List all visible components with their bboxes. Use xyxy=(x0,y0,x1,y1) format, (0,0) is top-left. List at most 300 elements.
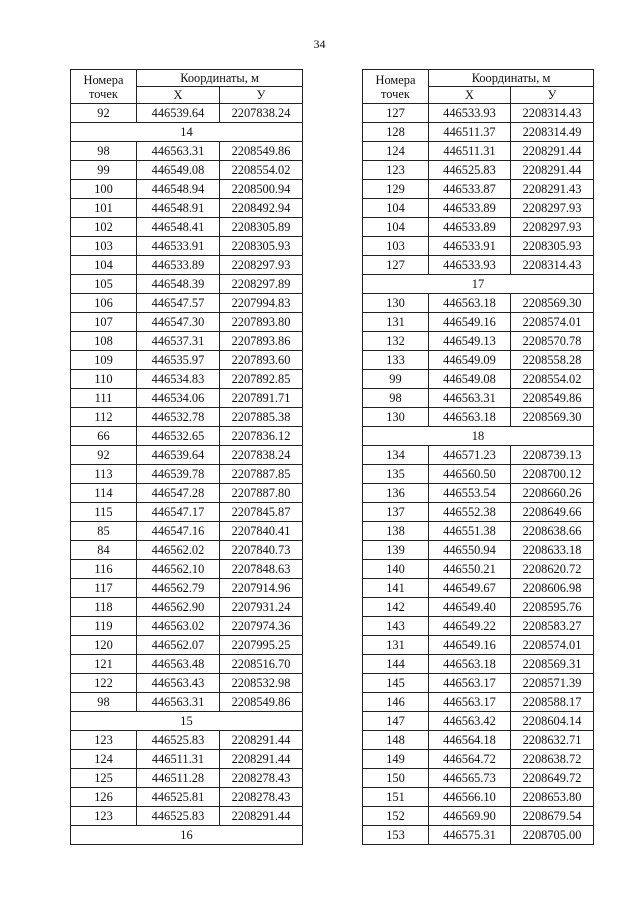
table-row xyxy=(363,256,594,275)
group-number: 16 xyxy=(71,826,303,845)
y-coordinate: 2208297.89 xyxy=(220,275,303,294)
y-coordinate: 2207887.80 xyxy=(220,484,303,503)
point-number: 125 xyxy=(71,769,137,788)
point-number: 106 xyxy=(71,294,137,313)
table-row xyxy=(71,636,303,655)
x-coordinate: 446563.17 xyxy=(429,693,511,712)
y-coordinate: 2208574.01 xyxy=(511,313,594,332)
x-coordinate: 446533.91 xyxy=(429,237,511,256)
point-number: 134 xyxy=(363,446,429,465)
y-coordinate: 2208632.71 xyxy=(511,731,594,750)
point-number: 107 xyxy=(71,313,137,332)
y-coordinate: 2208739.13 xyxy=(511,446,594,465)
y-coordinate: 2207838.24 xyxy=(220,104,303,123)
point-number: 114 xyxy=(71,484,137,503)
y-coordinate: 2208305.93 xyxy=(220,237,303,256)
point-number: 130 xyxy=(363,294,429,313)
y-coordinate: 2208653.80 xyxy=(511,788,594,807)
y-coordinate: 2208604.14 xyxy=(511,712,594,731)
point-number: 137 xyxy=(363,503,429,522)
point-number: 121 xyxy=(71,655,137,674)
point-number: 127 xyxy=(363,256,429,275)
table-row xyxy=(71,142,303,161)
y-coordinate: 2208558.28 xyxy=(511,351,594,370)
table-row xyxy=(71,180,303,199)
x-coordinate: 446533.91 xyxy=(137,237,220,256)
y-coordinate: 2207891.71 xyxy=(220,389,303,408)
table-row xyxy=(71,693,303,712)
table-row xyxy=(71,674,303,693)
x-coordinate: 446562.90 xyxy=(137,598,220,617)
x-coordinate: 446547.30 xyxy=(137,313,220,332)
point-number: 151 xyxy=(363,788,429,807)
y-coordinate: 2208583.27 xyxy=(511,617,594,636)
page-number: 34 xyxy=(313,37,326,51)
y-coordinate: 2207838.24 xyxy=(220,446,303,465)
point-number: 102 xyxy=(71,218,137,237)
y-coordinate: 2208554.02 xyxy=(220,161,303,180)
group-number: 15 xyxy=(71,712,303,731)
point-number: 112 xyxy=(71,408,137,427)
point-number: 152 xyxy=(363,807,429,826)
x-coordinate: 446547.17 xyxy=(137,503,220,522)
y-coordinate: 2207994.83 xyxy=(220,294,303,313)
x-coordinate: 446548.94 xyxy=(137,180,220,199)
point-number: 143 xyxy=(363,617,429,636)
x-coordinate: 446539.64 xyxy=(137,104,220,123)
table-row xyxy=(363,617,594,636)
y-coordinate: 2208297.93 xyxy=(511,218,594,237)
x-coordinate: 446539.78 xyxy=(137,465,220,484)
point-number: 123 xyxy=(363,161,429,180)
group-row xyxy=(363,275,594,294)
x-coordinate: 446532.65 xyxy=(137,427,220,446)
x-coordinate: 446539.64 xyxy=(137,446,220,465)
table-row xyxy=(363,180,594,199)
y-coordinate: 2208633.18 xyxy=(511,541,594,560)
table-row xyxy=(363,237,594,256)
table-row xyxy=(71,598,303,617)
coordinates-table-left xyxy=(70,69,303,845)
x-coordinate: 446525.83 xyxy=(137,731,220,750)
point-number: 92 xyxy=(71,446,137,465)
table-row xyxy=(71,484,303,503)
table-row xyxy=(71,522,303,541)
point-number: 140 xyxy=(363,560,429,579)
y-coordinate: 2208492.94 xyxy=(220,199,303,218)
x-coordinate: 446549.16 xyxy=(429,636,511,655)
x-coordinate: 446549.16 xyxy=(429,313,511,332)
x-coordinate: 446564.18 xyxy=(429,731,511,750)
x-coordinate: 446534.83 xyxy=(137,370,220,389)
point-number: 104 xyxy=(363,218,429,237)
point-number: 133 xyxy=(363,351,429,370)
point-number: 145 xyxy=(363,674,429,693)
table-row xyxy=(71,446,303,465)
x-coordinate: 446571.23 xyxy=(429,446,511,465)
point-number: 103 xyxy=(363,237,429,256)
y-coordinate: 2208554.02 xyxy=(511,370,594,389)
point-number: 103 xyxy=(71,237,137,256)
x-coordinate: 446565.73 xyxy=(429,769,511,788)
point-number: 131 xyxy=(363,313,429,332)
x-coordinate: 446563.18 xyxy=(429,655,511,674)
table-body-right xyxy=(363,104,594,845)
x-coordinate: 446549.08 xyxy=(429,370,511,389)
table-row xyxy=(71,351,303,370)
y-coordinate: 2208569.30 xyxy=(511,294,594,313)
x-coordinate: 446563.42 xyxy=(429,712,511,731)
table-row xyxy=(363,693,594,712)
x-coordinate: 446562.10 xyxy=(137,560,220,579)
y-coordinate: 2208549.86 xyxy=(220,693,303,712)
x-coordinate: 446534.06 xyxy=(137,389,220,408)
point-number: 148 xyxy=(363,731,429,750)
point-number: 138 xyxy=(363,522,429,541)
table-row xyxy=(71,427,303,446)
point-number: 84 xyxy=(71,541,137,560)
y-coordinate: 2208291.44 xyxy=(220,731,303,750)
point-number: 124 xyxy=(71,750,137,769)
y-coordinate: 2208570.78 xyxy=(511,332,594,351)
x-coordinate: 446525.83 xyxy=(429,161,511,180)
point-number: 146 xyxy=(363,693,429,712)
table-row xyxy=(71,104,303,123)
point-number: 104 xyxy=(71,256,137,275)
y-coordinate: 2207974.36 xyxy=(220,617,303,636)
point-number: 115 xyxy=(71,503,137,522)
group-row xyxy=(71,826,303,845)
point-number: 99 xyxy=(71,161,137,180)
table-row xyxy=(363,408,594,427)
y-coordinate: 2207845.87 xyxy=(220,503,303,522)
point-number: 109 xyxy=(71,351,137,370)
x-header: Х xyxy=(137,87,220,104)
group-number: 17 xyxy=(363,275,594,294)
y-coordinate: 2208532.98 xyxy=(220,674,303,693)
point-number: 113 xyxy=(71,465,137,484)
x-coordinate: 446551.38 xyxy=(429,522,511,541)
y-coordinate: 2207887.85 xyxy=(220,465,303,484)
x-coordinate: 446550.21 xyxy=(429,560,511,579)
coords-header: Координаты, м xyxy=(429,70,594,87)
table-row xyxy=(363,541,594,560)
x-coordinate: 446547.57 xyxy=(137,294,220,313)
table-row xyxy=(71,332,303,351)
point-number: 123 xyxy=(71,807,137,826)
y-coordinate: 2208679.54 xyxy=(511,807,594,826)
table-row xyxy=(363,712,594,731)
x-coordinate: 446547.16 xyxy=(137,522,220,541)
group-row xyxy=(71,123,303,142)
point-number: 132 xyxy=(363,332,429,351)
y-coordinate: 2208278.43 xyxy=(220,769,303,788)
point-number: 149 xyxy=(363,750,429,769)
table-row xyxy=(363,199,594,218)
x-coordinate: 446511.31 xyxy=(429,142,511,161)
y-coordinate: 2208291.44 xyxy=(220,750,303,769)
table-row xyxy=(71,408,303,427)
point-number: 127 xyxy=(363,104,429,123)
point-number: 117 xyxy=(71,579,137,598)
y-coordinate: 2208549.86 xyxy=(220,142,303,161)
x-coordinate: 446563.31 xyxy=(137,693,220,712)
x-coordinate: 446562.02 xyxy=(137,541,220,560)
table-row xyxy=(363,161,594,180)
table-row xyxy=(363,123,594,142)
table-row xyxy=(363,313,594,332)
table-row xyxy=(71,560,303,579)
y-coordinate: 2208638.72 xyxy=(511,750,594,769)
x-coordinate: 446535.97 xyxy=(137,351,220,370)
point-number: 120 xyxy=(71,636,137,655)
x-coordinate: 446533.89 xyxy=(429,218,511,237)
y-header: У xyxy=(511,87,594,104)
x-coordinate: 446525.83 xyxy=(137,807,220,826)
x-coordinate: 446525.81 xyxy=(137,788,220,807)
table-row xyxy=(71,731,303,750)
table-row xyxy=(363,446,594,465)
x-coordinate: 446537.31 xyxy=(137,332,220,351)
table-row xyxy=(363,218,594,237)
y-coordinate: 2207840.41 xyxy=(220,522,303,541)
table-row xyxy=(363,370,594,389)
y-coordinate: 2208314.43 xyxy=(511,256,594,275)
y-coordinate: 2208571.39 xyxy=(511,674,594,693)
point-number: 126 xyxy=(71,788,137,807)
table-row xyxy=(363,389,594,408)
y-coordinate: 2207914.96 xyxy=(220,579,303,598)
table-row xyxy=(363,104,594,123)
point-number: 105 xyxy=(71,275,137,294)
y-coordinate: 2208278.43 xyxy=(220,788,303,807)
group-number: 14 xyxy=(71,123,303,142)
x-header: Х xyxy=(429,87,511,104)
x-coordinate: 446549.09 xyxy=(429,351,511,370)
y-coordinate: 2208291.43 xyxy=(511,180,594,199)
x-coordinate: 446549.40 xyxy=(429,598,511,617)
table-row xyxy=(363,484,594,503)
table-row xyxy=(363,598,594,617)
point-number: 98 xyxy=(71,693,137,712)
table-row xyxy=(71,503,303,522)
coordinates-table-right xyxy=(362,69,594,845)
table-row xyxy=(71,750,303,769)
table-row xyxy=(71,313,303,332)
point-number: 119 xyxy=(71,617,137,636)
x-coordinate: 446569.90 xyxy=(429,807,511,826)
point-number: 142 xyxy=(363,598,429,617)
y-header: У xyxy=(220,87,303,104)
y-coordinate: 2207995.25 xyxy=(220,636,303,655)
y-coordinate: 2208291.44 xyxy=(220,807,303,826)
table-row xyxy=(71,199,303,218)
x-coordinate: 446563.02 xyxy=(137,617,220,636)
y-coordinate: 2208595.76 xyxy=(511,598,594,617)
x-coordinate: 446566.10 xyxy=(429,788,511,807)
y-coordinate: 2207836.12 xyxy=(220,427,303,446)
x-coordinate: 446563.18 xyxy=(429,294,511,313)
table-row xyxy=(363,655,594,674)
point-number: 104 xyxy=(363,199,429,218)
x-coordinate: 446533.93 xyxy=(429,104,511,123)
table-row xyxy=(363,522,594,541)
table-row xyxy=(71,237,303,256)
table-row xyxy=(363,351,594,370)
table-row xyxy=(71,465,303,484)
y-coordinate: 2207885.38 xyxy=(220,408,303,427)
x-coordinate: 446562.07 xyxy=(137,636,220,655)
y-coordinate: 2207893.86 xyxy=(220,332,303,351)
y-coordinate: 2208588.17 xyxy=(511,693,594,712)
table-row xyxy=(71,161,303,180)
point-number: 135 xyxy=(363,465,429,484)
x-coordinate: 446549.67 xyxy=(429,579,511,598)
x-coordinate: 446563.18 xyxy=(429,408,511,427)
y-coordinate: 2208606.98 xyxy=(511,579,594,598)
y-coordinate: 2208649.72 xyxy=(511,769,594,788)
point-number: 111 xyxy=(71,389,137,408)
y-coordinate: 2208649.66 xyxy=(511,503,594,522)
x-coordinate: 446548.39 xyxy=(137,275,220,294)
x-coordinate: 446552.38 xyxy=(429,503,511,522)
y-coordinate: 2208660.26 xyxy=(511,484,594,503)
table-row xyxy=(363,465,594,484)
table-row xyxy=(71,294,303,313)
table-row xyxy=(363,142,594,161)
x-coordinate: 446563.17 xyxy=(429,674,511,693)
point-number: 129 xyxy=(363,180,429,199)
y-coordinate: 2208516.70 xyxy=(220,655,303,674)
points-header: Номера точек xyxy=(363,70,429,104)
table-row xyxy=(71,541,303,560)
point-number: 150 xyxy=(363,769,429,788)
table-body-left xyxy=(71,104,303,845)
point-number: 108 xyxy=(71,332,137,351)
table-row xyxy=(363,807,594,826)
table-row xyxy=(71,788,303,807)
y-coordinate: 2208291.44 xyxy=(511,161,594,180)
point-number: 131 xyxy=(363,636,429,655)
y-coordinate: 2207931.24 xyxy=(220,598,303,617)
x-coordinate: 446533.93 xyxy=(429,256,511,275)
point-number: 118 xyxy=(71,598,137,617)
y-coordinate: 2208500.94 xyxy=(220,180,303,199)
x-coordinate: 446563.43 xyxy=(137,674,220,693)
y-coordinate: 2208291.44 xyxy=(511,142,594,161)
group-number: 18 xyxy=(363,427,594,446)
y-coordinate: 2208569.30 xyxy=(511,408,594,427)
point-number: 136 xyxy=(363,484,429,503)
table-row xyxy=(363,750,594,769)
point-number: 124 xyxy=(363,142,429,161)
y-coordinate: 2207893.80 xyxy=(220,313,303,332)
table-row xyxy=(71,807,303,826)
table-row xyxy=(71,655,303,674)
table-row xyxy=(71,256,303,275)
table-row xyxy=(71,617,303,636)
x-coordinate: 446549.08 xyxy=(137,161,220,180)
x-coordinate: 446533.89 xyxy=(429,199,511,218)
x-coordinate: 446549.22 xyxy=(429,617,511,636)
y-coordinate: 2208620.72 xyxy=(511,560,594,579)
point-number: 110 xyxy=(71,370,137,389)
x-coordinate: 446533.87 xyxy=(429,180,511,199)
table-row xyxy=(363,579,594,598)
table-row xyxy=(71,769,303,788)
x-coordinate: 446511.37 xyxy=(429,123,511,142)
point-number: 66 xyxy=(71,427,137,446)
x-coordinate: 446563.31 xyxy=(429,389,511,408)
x-coordinate: 446562.79 xyxy=(137,579,220,598)
group-row xyxy=(71,712,303,731)
points-header: Номера точек xyxy=(71,70,137,104)
table-row xyxy=(363,674,594,693)
x-coordinate: 446548.41 xyxy=(137,218,220,237)
table-row xyxy=(71,218,303,237)
table-row xyxy=(71,389,303,408)
y-coordinate: 2207848.63 xyxy=(220,560,303,579)
table-row xyxy=(363,826,594,845)
point-number: 116 xyxy=(71,560,137,579)
point-number: 99 xyxy=(363,370,429,389)
y-coordinate: 2208314.43 xyxy=(511,104,594,123)
x-coordinate: 446575.31 xyxy=(429,826,511,845)
table-row xyxy=(363,769,594,788)
point-number: 130 xyxy=(363,408,429,427)
x-coordinate: 446550.94 xyxy=(429,541,511,560)
x-coordinate: 446564.72 xyxy=(429,750,511,769)
x-coordinate: 446563.48 xyxy=(137,655,220,674)
x-coordinate: 446511.28 xyxy=(137,769,220,788)
table-row xyxy=(363,636,594,655)
point-number: 85 xyxy=(71,522,137,541)
x-coordinate: 446511.31 xyxy=(137,750,220,769)
x-coordinate: 446548.91 xyxy=(137,199,220,218)
y-coordinate: 2208574.01 xyxy=(511,636,594,655)
point-number: 100 xyxy=(71,180,137,199)
point-number: 92 xyxy=(71,104,137,123)
y-coordinate: 2208305.93 xyxy=(511,237,594,256)
y-coordinate: 2208569.31 xyxy=(511,655,594,674)
y-coordinate: 2208314.49 xyxy=(511,123,594,142)
coords-header: Координаты, м xyxy=(137,70,303,87)
x-coordinate: 446533.89 xyxy=(137,256,220,275)
table-row xyxy=(363,788,594,807)
table-row xyxy=(71,370,303,389)
x-coordinate: 446553.54 xyxy=(429,484,511,503)
point-number: 141 xyxy=(363,579,429,598)
x-coordinate: 446532.78 xyxy=(137,408,220,427)
table-row xyxy=(71,275,303,294)
y-coordinate: 2208705.00 xyxy=(511,826,594,845)
point-number: 123 xyxy=(71,731,137,750)
x-coordinate: 446549.13 xyxy=(429,332,511,351)
table-row xyxy=(363,731,594,750)
table-row xyxy=(363,294,594,313)
point-number: 98 xyxy=(363,389,429,408)
y-coordinate: 2208305.89 xyxy=(220,218,303,237)
y-coordinate: 2208700.12 xyxy=(511,465,594,484)
y-coordinate: 2208297.93 xyxy=(511,199,594,218)
point-number: 144 xyxy=(363,655,429,674)
y-coordinate: 2207892.85 xyxy=(220,370,303,389)
x-coordinate: 446547.28 xyxy=(137,484,220,503)
x-coordinate: 446563.31 xyxy=(137,142,220,161)
group-row xyxy=(363,427,594,446)
point-number: 153 xyxy=(363,826,429,845)
y-coordinate: 2208549.86 xyxy=(511,389,594,408)
